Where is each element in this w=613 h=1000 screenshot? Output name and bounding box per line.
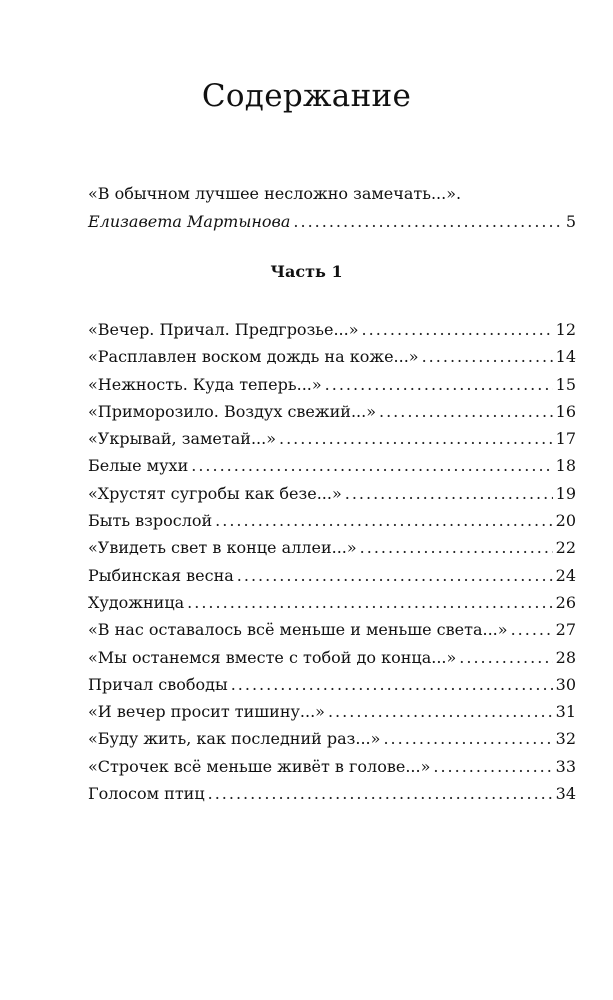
toc-entry-title: «Хрустят сугробы как безе...» [88,483,342,503]
toc-entry-page-number: 33 [555,756,576,776]
dot-leader [237,562,553,589]
toc-entry[interactable] [88,452,576,479]
toc-entry[interactable] [88,753,576,780]
toc-entry-title: «Нежность. Куда теперь...» [88,374,322,394]
toc-entry-page-number: 18 [555,456,576,476]
toc-entry-title: «Увидеть свет в конце аллеи...» [88,538,357,558]
toc-entry-page-number: 28 [555,647,576,667]
toc-entry[interactable] [88,343,576,370]
dot-leader [345,480,553,507]
toc-entry[interactable] [88,671,576,698]
dot-leader [433,753,552,780]
dot-leader [215,507,552,534]
toc-entry-title: «Строчек всё меньше живёт в голове...» [88,756,431,776]
toc-entry-title: Причал свободы [88,674,228,694]
toc-entry-page-number: 20 [555,511,576,531]
intro-entry-title: «В обычном лучшее несложно замечать...». [88,184,462,203]
toc-entry[interactable] [88,616,576,643]
intro-entry[interactable] [88,180,576,235]
toc-entry-title: «Приморозило. Воздух свежий...» [88,401,376,421]
dot-leader [279,425,553,452]
toc-entry[interactable] [88,534,576,561]
toc-entry-title: Рыбинская весна [88,565,234,585]
toc-entry-title: «Укрывай, заметай...» [88,429,276,449]
toc-entry[interactable] [88,698,576,725]
toc-entry[interactable] [88,780,576,807]
toc-entry[interactable] [88,398,576,425]
toc-entry[interactable] [88,644,576,671]
toc-entry-page-number: 17 [555,429,576,449]
toc-entry-page-number: 12 [555,320,576,339]
toc-entry-page-number: 30 [555,674,576,694]
toc-entry[interactable] [88,589,576,616]
section-heading: Часть 1 [270,262,343,281]
toc-entry-page-number: 31 [555,702,576,722]
toc-entry[interactable] [88,371,576,398]
toc-entry-page-number: 34 [555,784,576,804]
toc-entry[interactable] [88,316,576,343]
toc-entry-title: «Расплавлен воском дождь на коже...» [88,347,419,367]
toc-entry-title: Быть взрослой [88,511,213,531]
intro-entry-author-row [88,208,576,235]
toc-entry-title: Голосом птиц [88,784,205,804]
toc-entry-title: Художница [88,592,185,612]
toc-entry[interactable] [88,425,576,452]
dot-leader [459,644,552,671]
toc-entry-title: Белые мухи [88,456,189,476]
toc-entry[interactable] [88,725,576,752]
toc-entry-page-number: 24 [555,565,576,585]
toc-entry-page-number: 22 [555,538,576,558]
dot-leader [360,534,553,561]
toc-entry-page-number: 27 [555,620,576,640]
intro-entry-page-number: 5 [565,212,576,231]
dot-leader [379,398,553,425]
dot-leader [511,616,553,643]
dot-leader [187,589,552,616]
toc-entry-page-number: 19 [555,483,576,503]
page-title: Содержание [201,78,412,114]
dot-leader [231,671,553,698]
toc-entry-page-number: 15 [555,374,576,394]
toc-entry[interactable] [88,507,576,534]
intro-entry-author: Елизавета Мартынова [88,212,291,231]
dot-leader [293,208,562,235]
dot-leader [328,698,553,725]
dot-leader [325,371,553,398]
toc-entry-page-number: 16 [555,401,576,421]
toc-entry-page-number: 14 [555,347,576,367]
dot-leader [383,725,552,752]
dot-leader [208,780,553,807]
dot-leader [422,343,553,370]
toc-entry-title: «Буду жить, как последний раз...» [88,729,381,749]
toc-entry[interactable] [88,480,576,507]
dot-leader [362,316,553,343]
toc-entry[interactable] [88,562,576,589]
toc-entry-title: «В нас оставалось всё меньше и меньше света...» [88,620,508,640]
toc-entry-page-number: 32 [555,729,576,749]
toc-list [88,316,576,807]
toc-entry-title: «Вечер. Причал. Предгрозье...» [88,320,359,339]
dot-leader [191,452,552,479]
toc-entry-title: «Мы останемся вместе с тобой до конца...» [88,647,457,667]
toc-entry-page-number: 26 [555,592,576,612]
toc-entry-title: «И вечер просит тишину...» [88,702,325,722]
